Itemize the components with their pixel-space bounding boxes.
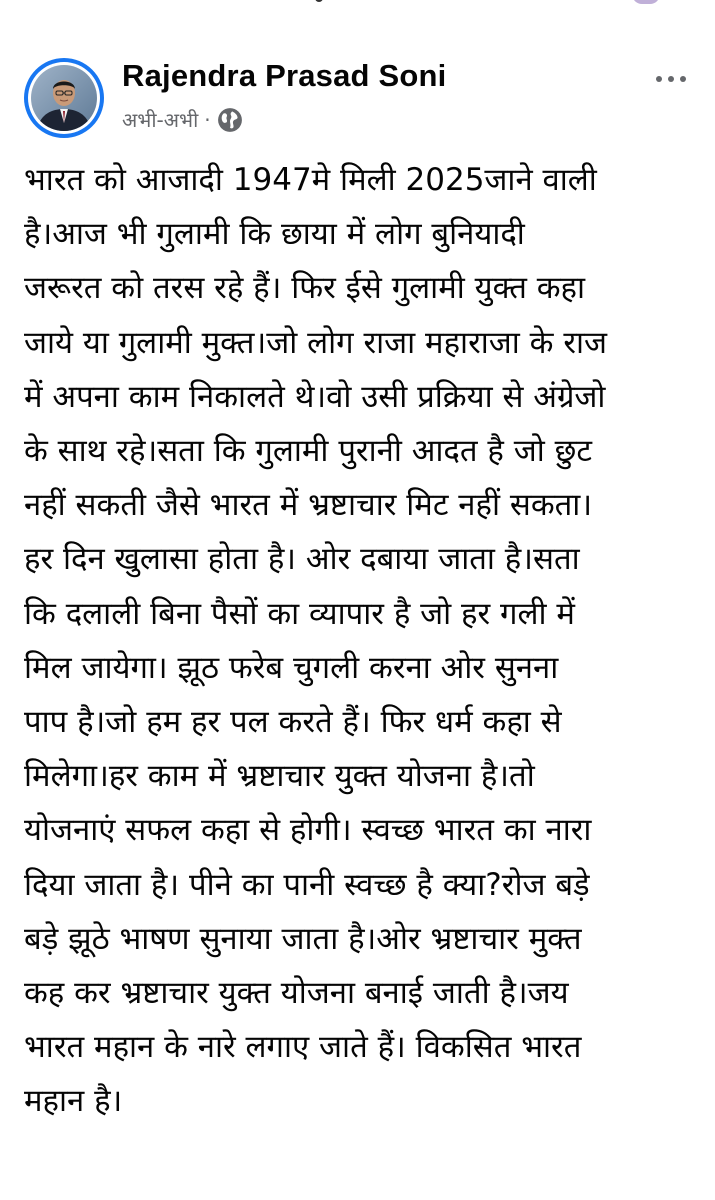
post-header bbox=[24, 58, 694, 142]
avatar-border bbox=[28, 62, 100, 134]
cropped-glyph bbox=[315, 0, 323, 2]
cropped-reaction-icon bbox=[632, 0, 660, 4]
more-options-icon bbox=[668, 76, 674, 82]
post-text: भारत को आजादी 1947मे मिली 2025जाने वाली है।आज भी गुलामी कि छाया में लोग बुनियादी जरूरत को तरस रहे हैं। फिर ईसे गुलामी युक्त कहा जाये या गुलामी मुक्त।जो लोग राजा महाराजा के राज में अपना काम निकालते थे।वो उसी प्रक्रिया से अंग्रेजो के साथ रहे।सता कि गुलामी पुरानी आदत है जो छुट नहीं सकती जैसे भारत में भ्रष्टाचार मिट नहीं सकता। हर दिन खुलासा होता है। ओर दबाया जाता है।सता कि दलाली बिना पैसों का व्यापार है जो हर गली में मिल जायेगा। झूठ फरेब चुगली करना ओर सुनना पाप है।जो हम हर पल करते हैं। फिर धर्म कहा से मिलेगा।हर काम में भ्रष्टाचार युक्त योजना है।तो योजनाएं सफल कहा से होगी। स्वच्छ भारत का नारा दिया जाता है। पीने का पानी स्वच्छ है क्या?रोज बड़े बड़े झूठे भाषण सुनाया जाता है।ओर भ्रष्टाचार मुक्त कह कर भ्रष्टाचार युक्त योजना बनाई जाती है।जय भारत महान के नारे लगाए जाते हैं। विकसित भारत महान है। bbox=[24, 162, 608, 1120]
more-options-icon bbox=[680, 76, 686, 82]
post-meta bbox=[122, 106, 243, 133]
more-options-button[interactable] bbox=[648, 64, 694, 94]
post-timestamp[interactable]: अभी-अभी bbox=[122, 108, 199, 132]
profile-photo bbox=[31, 65, 97, 131]
meta-separator: · bbox=[204, 107, 211, 132]
more-options-icon bbox=[656, 76, 662, 82]
globe-icon[interactable] bbox=[217, 107, 243, 133]
author-name[interactable]: Rajendra Prasad Soni bbox=[122, 58, 447, 93]
avatar[interactable] bbox=[24, 58, 104, 138]
top-edge-fragment bbox=[0, 0, 715, 10]
